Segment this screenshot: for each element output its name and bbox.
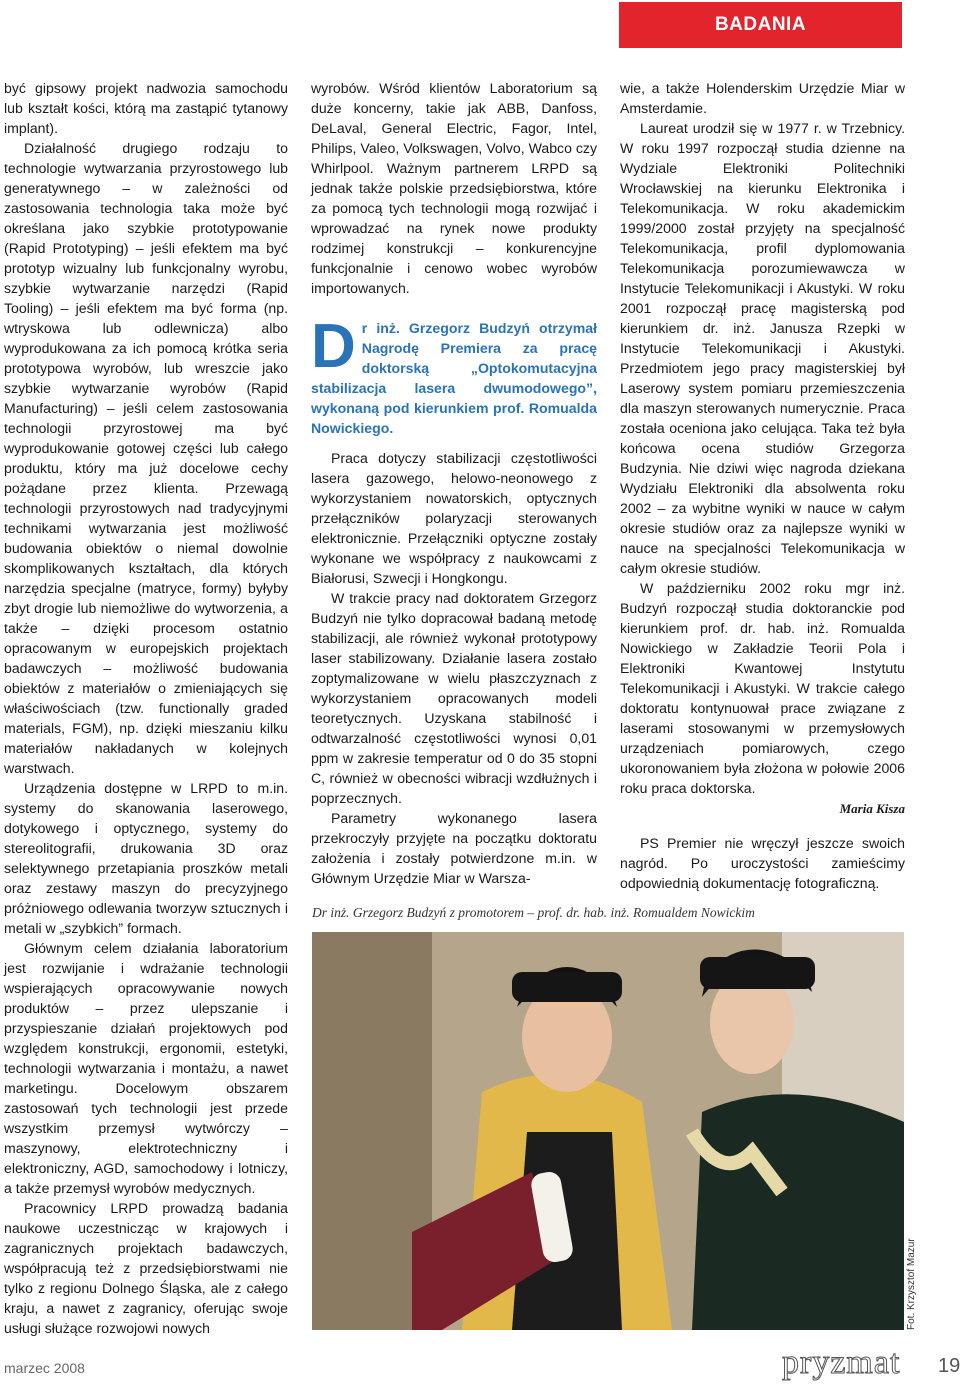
- column-2: [311, 78, 597, 888]
- paragraph: Praca dotyczy stabilizacji częstotliwości lasera gazowego, helowo-neonowego z wykorzystaniem nowatorskich, optycznych przełączników polaryzacji sterowanych elektronicznie. Przełączniki optyczne zostały wykonane we współpracy z naukowcami z Białorusi, Szwecji i Hongkongu.: [311, 450, 597, 586]
- column-3: [620, 78, 905, 893]
- paragraph: być gipsowy projekt nadwozia samochodu lub kształt kości, którą ma zastąpić tytanowy implant).: [4, 80, 288, 136]
- paragraph: Laureat urodził się w 1977 r. w Trzebnicy. W roku 1997 rozpoczął studia dzienne na Wydziale Elektroniki Politechniki Wrocławskiej na kierunku Elektronika i Telekomunikacja. W roku akademickim 1999/2000 został przyjęty na specjalność Telekomunikacja, profil dyplomowania Telekomunikacja porozumiewawcza w Instytucie Telekomunikacji i Akustyki. W roku 2001 rozpoczął pracę magisterską pod kierunkiem dr. inż. Janusza Rzepki w Instytucie Telekomunikacji i Akustyki. Przedmiotem jego pracy magisterskiej był Laserowy system pomiaru przemieszczenia dla maszyn sterowanych numerycznie. Praca została oceniona jako celująca. Taka też była końcowa ocena studiów Grzegorza Budzynia. Nie dziwi więc nagroda dziekana Wydziału Elektroniki dla absolwenta roku 2002 – za wybitne wyniki w nauce w całym okresie studiów oraz za najlepsze wyniki w nauce na specjalności Telekomunikacja w całym okresie studiów.: [620, 120, 905, 576]
- column-1: [4, 78, 288, 1338]
- magazine-logo: pryzmat: [782, 1344, 901, 1381]
- paragraph: Pracownicy LRPD prowadzą badania naukowe uczestnicząc w krajowych i zagranicznych projektach badawczych, współpracują też z przedsiębiorstwami nie tylko z regionu Dolnego Śląska, ale z całego kraju, a nawet z zagranicy, oferując swoje usługi służące rozwojowi nowych: [4, 1200, 288, 1336]
- lead-paragraph: [311, 312, 597, 438]
- paragraph: W trakcie pracy nad doktoratem Grzegorz Budzyń nie tylko dopracował badaną metodę stabilizacji, ale również wykonał prototypowy laser stabilizowany. Działanie lasera zostało zoptymalizowane w wielu płaszczyznach z wykorzystaniem opracowanych modeli teoretycznych. Uzyskana stabilność i odtwarzalność częstotliwości wynosi 0,01 ppm w zakresie temperatur od 0 do 35 stopni C, również w obecności wibracji wzdłużnych i poprzecznych.: [311, 590, 597, 806]
- paragraph: Działalność drugiego rodzaju to technologie wytwarzania przyrostowego lub generatywnego – w zależności od zastosowania technologia taka może być określana jako szybkie prototypowanie (Rapid Prototyping) – jeśli efektem ma być prototyp wizualny lub funkcjonalny wyrobu, szybkie wytwarzanie narzędzi (Rapid Tooling) – jeśli efektem ma być forma (np. wtryskowa lub odlewnicza) albo wyprodukowana za ich pomocą krótka seria prototypowa wyrobów, lub wreszcie jako szybkie wytwarzanie wyrobów (Rapid Manufacturing) – jeśli celem zastosowania technologii przyrostowej ma być wyprodukowanie gotowej części lub całego produktu, który ma już docelowe cechy pożądane przez klienta. Przewagą technologii przyrostowych nad tradycyjnymi technikami wytwarzania jest możliwość budowania obiektów o niemal dowolnie skomplikowanych kształtach, dla których narzędzia specjalne (matryce, formy) byłyby zbyt drogie lub niemożliwe do wytworzenia, a także – dzięki procesom ostatnio opracowanym w europejskich projektach badawczych – możliwość budowania obiektów z materiałów o zmieniających się właściwościach (tzw. functionally graded materials, FGM), np. dzięki mieszaniu kilku materiałów nakładanych w kolejnych warstwach.: [4, 140, 288, 776]
- photo-caption: Dr inż. Grzegorz Budzyń z promotorem – prof. dr. hab. inż. Romualdem Nowickim: [312, 905, 755, 920]
- author-signature: Maria Kisza: [839, 801, 905, 816]
- photo-illustration: [312, 932, 904, 1330]
- paragraph: wie, a także Holenderskim Urzędzie Miar w Amsterdamie.: [620, 80, 905, 116]
- lead-text: r inż. Grzegorz Budzyń otrzymał Nagrodę Premiera za pracę doktorską „Optokomutacyjna stabilizacja lasera dwumodowego”, wykonaną pod kierunkiem prof. Romualda Nowickiego.: [311, 320, 597, 436]
- paragraph: Urządzenia dostępne w LRPD to m.in. systemy do skanowania laserowego, dotykowego i optycznego, systemy do stereolitografii, drukowania 3D oraz selektywnego przetapiania proszków metali oraz zestawy maszyn do precyzyjnego próżniowego odlewania tworzyw sztucznych i metali w „szybkich” formach.: [4, 780, 288, 936]
- drop-cap: D: [311, 312, 356, 381]
- section-tag: [619, 2, 902, 48]
- issue-date: marzec 2008: [4, 1360, 85, 1376]
- ceremony-photo: [312, 932, 904, 1330]
- paragraph: Głównym celem działania laboratorium jest rozwijanie i wdrażanie technologii wspierających opracowywanie nowych produktów – przez ulepszanie i przyspieszanie działań projektowych pod względem konstrukcji, ergonomii, estetyki, technologii wytwarzania i montażu, a nawet marketingu. Docelowym obszarem zastosowań tych technologii jest przede wszystkim przemysł wytwórczy – maszynowy, elektrotechniczny i elektroniczny, AGD, samochodowy i lotniczy, a także przemysł wyrobów medycznych.: [4, 940, 288, 1196]
- paragraph: wyrobów. Wśród klientów Laboratorium są duże koncerny, takie jak ABB, Danfoss, DeLaval, General Electric, Fagor, Intel, Philips, Valeo, Volkswagen, Volvo, Wabco czy Whirlpool. Ważnym partnerem LRPD są jednak także polskie przedsiębiorstwa, które za pomocą tych technologii mogą rozwijać i wprowadzać na rynek nowe produkty rodzimej konstrukcji – konkurencyjne funkcjonalnie i cenowo wobec wyrobów importowanych.: [311, 80, 597, 296]
- paragraph: W październiku 2002 roku mgr inż. Budzyń rozpoczął studia doktoranckie pod kierunkiem prof. dr. hab. inż. Romualda Nowickiego w Zakładzie Teorii Pola i Elektroniki Kwantowej Instytutu Telekomunikacji i Akustyki. W trakcie całego doktoratu kontynuował prace związane z laserami stosowanymi w przemysłowych urządzeniach pomiarowych, czego ukoronowaniem była złożona w połowie 2006 roku praca doktorska.: [620, 580, 905, 796]
- page-number: 19: [938, 1355, 960, 1377]
- photo-credit: Fot. Krzysztof Mazur: [906, 1238, 917, 1330]
- postscript: PS Premier nie wręczył jeszcze swoich nagród. Po uroczystości zamieścimy odpowiednią dokumentację fotograficzną.: [620, 835, 905, 891]
- section-tag-label: BADANIA: [714, 14, 807, 35]
- paragraph: Parametry wykonanego lasera przekroczyły przyjęte na początku doktoratu założenia i zostały potwierdzone m.in. w Głównym Urzędzie Miar w Warsza-: [311, 810, 597, 886]
